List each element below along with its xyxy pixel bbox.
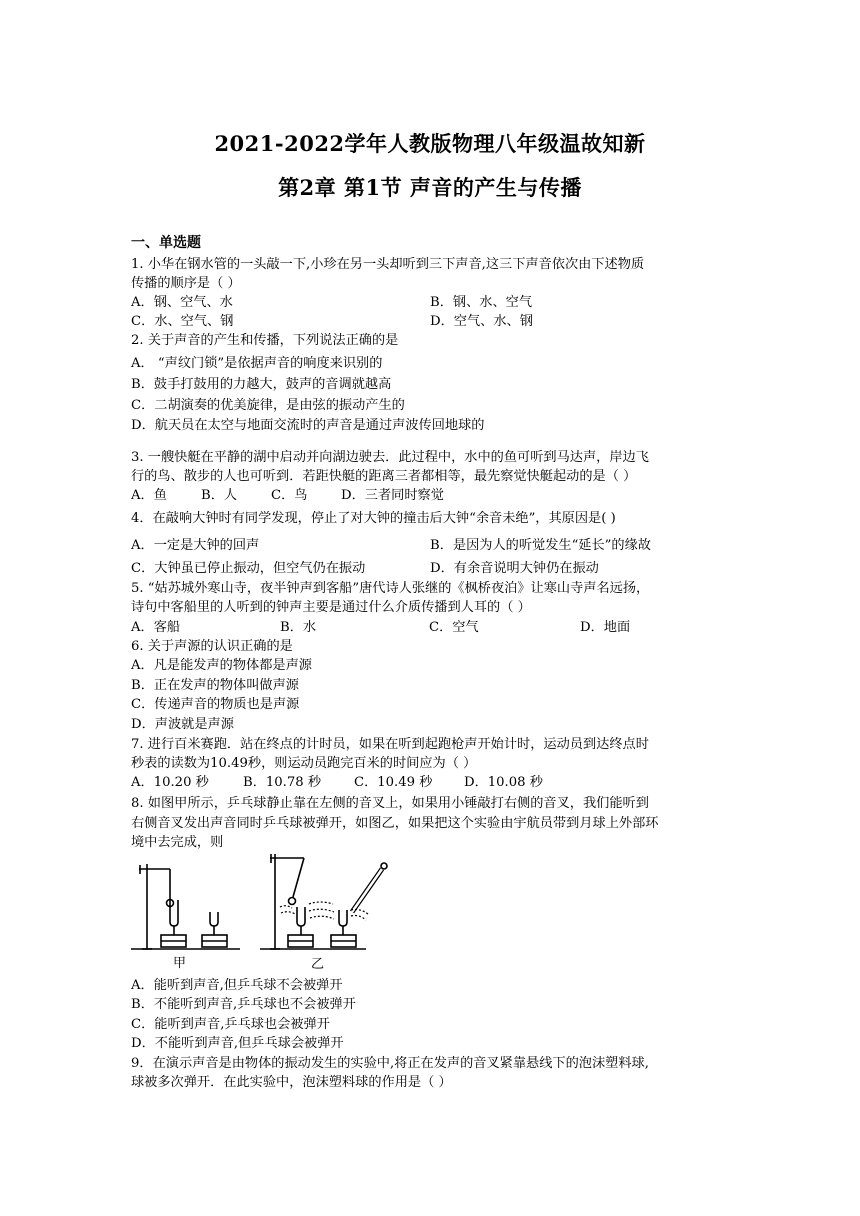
question-9-stem-line-1: 9．在演示声音是由物体的振动发生的实验中,将正在发声的音叉紧靠悬线下的泡沫塑料球, (131, 1056, 649, 1071)
figure-label-a: 甲 (173, 956, 187, 971)
question-2-stem: 2. 关于声音的产生和传播，下列说法正确的是 (131, 333, 399, 348)
question-1-stem-line-2: 传播的顺序是（ ） (131, 276, 241, 291)
question-6-option-c: C．传递声音的物质也是声源 (131, 697, 300, 712)
question-4-option-a: A．一定是大钟的回声 (131, 538, 260, 553)
question-5-stem-line-1: 5. “姑苏城外寒山寺，夜半钟声到客船”唐代诗人张继的《枫桥夜泊》让寒山寺声名远扬， (131, 581, 650, 596)
question-6-option-a: A．凡是能发声的物体都是声源 (131, 658, 312, 673)
question-8-option-d: D．不能听到声音,但乒乓球会被弹开 (131, 1036, 344, 1051)
question-3-stem-line-2: 行的鸟、散步的人也可听到．若距快艇的距离三者都相等，最先察觉快艇起动的是（ ） (131, 469, 637, 484)
question-8-option-c: C．能听到声音,乒乓球也会被弹开 (131, 1017, 330, 1032)
question-7-option-b: B．10.78 秒 (243, 775, 322, 790)
question-7-stem-line-2: 秒表的读数为10.49秒，则运动员跑完百米的时间应为（ ） (131, 756, 477, 771)
question-5-option-a: A．客船 (131, 620, 181, 635)
question-8-stem-line-1: 8. 如图甲所示，乒乓球静止靠在左侧的音叉上，如果用小锤敲打右侧的音叉，我们能听到 (131, 796, 649, 811)
question-3-option-a: A．鱼 (131, 488, 167, 503)
question-4-option-c: C．大钟虽已停止振动，但空气仍在振动 (131, 561, 366, 576)
question-5-option-c: C．空气 (429, 620, 479, 635)
question-5-options (131, 619, 630, 637)
question-7-options (131, 774, 543, 792)
question-9-stem-line-2: 球被多次弹开．在此实验中，泡沫塑料球的作用是（ ） (131, 1075, 452, 1090)
question-1-option-a: A．钢、空气、水 (131, 295, 233, 310)
question-4-option-b: B．是因为人的听觉发生“延长”的缘故 (430, 538, 651, 553)
question-5-stem-line-2: 诗句中客船里的人听到的钟声主要是通过什么介质传播到人耳的（ ） (131, 600, 531, 615)
question-3-stem-line-1: 3. 一艘快艇在平静的湖中启动并向湖边驶去．此过程中，水中的鱼可听到马达声，岸边飞 (131, 450, 649, 465)
question-8-stem-line-3: 境中去完成，则 (131, 835, 224, 850)
question-8-option-b: B．不能听到声音,乒乓球也不会被弹开 (131, 997, 356, 1012)
question-6-option-b: B．正在发声的物体叫做声源 (131, 678, 299, 693)
question-7-option-c: C．10.49 秒 (354, 775, 433, 790)
question-1-option-d: D．空气、水、钢 (430, 314, 533, 329)
question-3-options (131, 487, 444, 505)
question-7-stem-line-1: 7. 进行百米赛跑．站在终点的计时员，如果在听到起跑枪声开始计时，运动员到达终点时 (131, 737, 649, 752)
question-8-option-a: A．能听到声音,但乒乓球不会被弹开 (131, 978, 343, 993)
question-5-option-b: B．水 (280, 620, 317, 635)
section-heading: 一、单选题 (131, 235, 201, 251)
question-3-option-c: C．鸟 (271, 488, 308, 503)
tuning-fork-figure (128, 852, 398, 970)
figure-label-b: 乙 (311, 957, 325, 972)
tuning-fork-diagram (128, 852, 398, 970)
question-2-option-b: B．鼓手打鼓用的力越大，鼓声的音调就越高 (131, 377, 392, 392)
question-3-option-b: B．人 (201, 488, 238, 503)
question-4-stem: 4．在敲响大钟时有同学发现，停止了对大钟的撞击后大钟“余音未绝”，其原因是( ) (131, 511, 616, 526)
question-7-option-a: A．10.20 秒 (131, 775, 209, 790)
question-2-option-c: C．二胡演奏的优美旋律，是由弦的振动产生的 (131, 398, 405, 413)
question-1-option-b: B．钢、水、空气 (430, 295, 533, 310)
question-6-stem: 6. 关于声源的认识正确的是 (131, 639, 293, 654)
chapter-title: 第2章 第1节 声音的产生与传播 (278, 175, 582, 200)
question-2-option-d: D．航天员在太空与地面交流时的声音是通过声波传回地球的 (131, 418, 485, 433)
question-2-option-a: A． “声纹门锁”是依据声音的响度来识别的 (131, 356, 383, 371)
question-4-option-d: D．有余音说明大钟仍在振动 (430, 561, 599, 576)
question-3-option-d: D．三者同时察觉 (341, 488, 444, 503)
question-8-stem-line-2: 右侧音叉发出声音同时乒乓球被弹开，如图乙，如果把这个实验由宇航员带到月球上外部环 (131, 816, 659, 831)
question-1-option-c: C．水、空气、钢 (131, 314, 234, 329)
question-5-option-d: D．地面 (580, 620, 631, 635)
document-title: 2021-2022学年人教版物理八年级温故知新 (214, 131, 646, 156)
question-7-option-d: D．10.08 秒 (464, 775, 543, 790)
question-1-stem-line-1: 1. 小华在钢水管的一头敲一下,小珍在另一头却听到三下声音,这三下声音依次由下述物质 (131, 257, 645, 272)
question-6-option-d: D．声波就是声源 (131, 717, 234, 732)
